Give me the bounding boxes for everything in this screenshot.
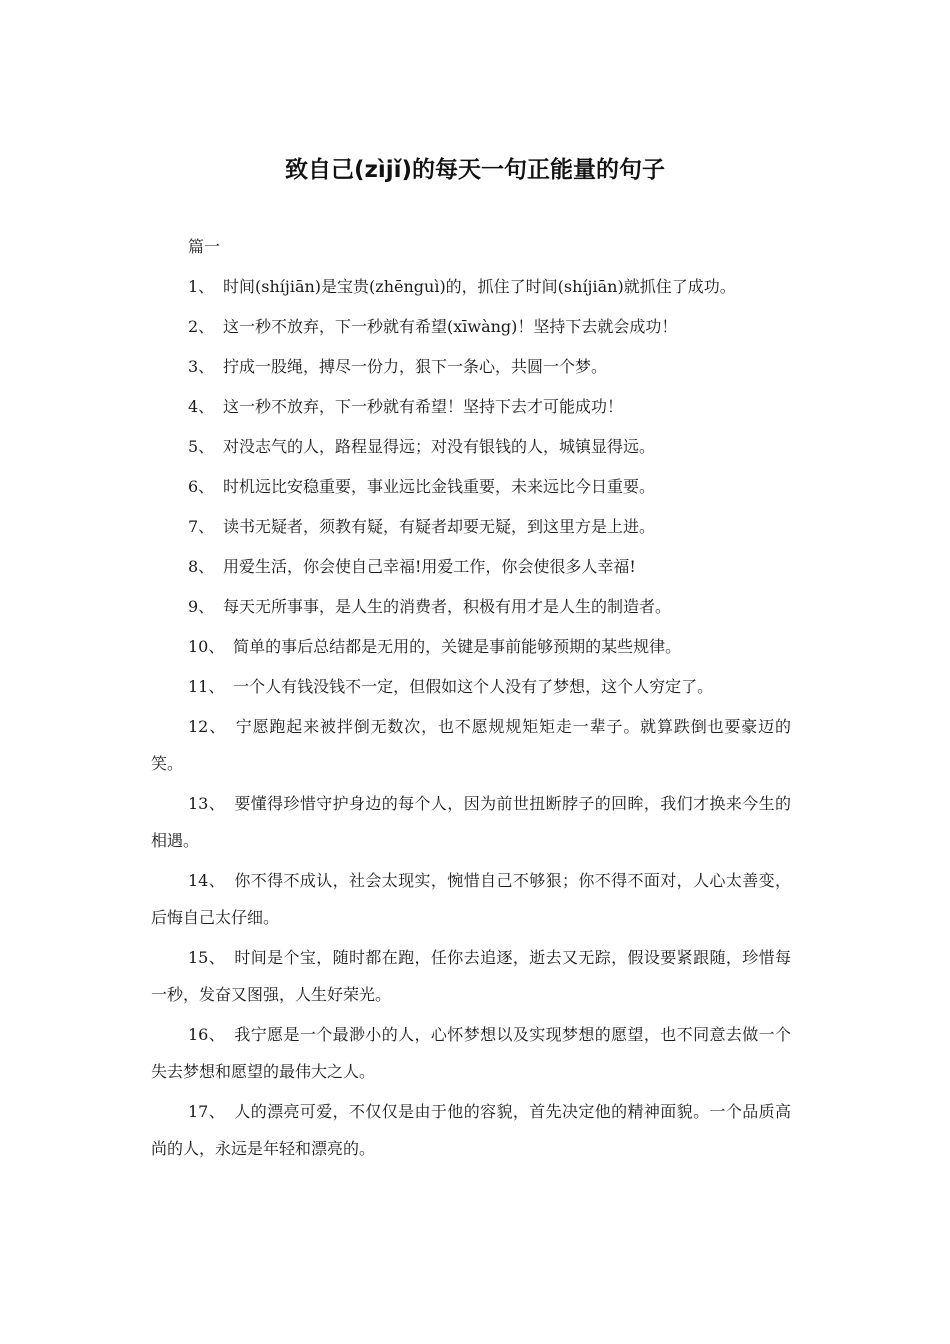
list-item (151, 508, 791, 545)
item-number: 13、 (188, 794, 226, 813)
item-number: 12、 (188, 717, 227, 736)
item-number: 15、 (188, 948, 226, 967)
list-item (151, 939, 791, 1013)
list-item (151, 348, 791, 385)
item-number: 4、 (188, 397, 215, 416)
item-text: 时间(shíjiān)是宝贵(zhēnguì)的，抓住了时间(shíjiān)就抓住了成功。 (222, 277, 736, 296)
list-item (151, 628, 791, 665)
item-number: 9、 (188, 597, 215, 616)
item-text: 时机远比安稳重要，事业远比金钱重要，未来远比今日重要。 (222, 477, 655, 496)
list-item (151, 388, 791, 425)
item-text: 这一秒不放弃，下一秒就有希望(xīwàng)！坚持下去就会成功！ (222, 317, 678, 336)
item-text: 要懂得珍惜守护身边的每个人，因为前世扭断脖子的回眸，我们才换来今生的相遇。 (151, 794, 791, 850)
item-number: 8、 (188, 557, 215, 576)
list-item (151, 668, 791, 705)
list-item (151, 785, 791, 859)
list-item (151, 1093, 791, 1167)
item-number: 5、 (188, 437, 215, 456)
item-text: 对没志气的人，路程显得远；对没有银钱的人，城镇显得远。 (222, 437, 655, 456)
item-number: 14、 (188, 871, 226, 890)
document-body (151, 228, 791, 1170)
list-item (151, 428, 791, 465)
item-text: 这一秒不放弃，下一秒就有希望！坚持下去才可能成功！ (222, 397, 623, 416)
section-heading: 篇一 (188, 237, 221, 256)
item-text: 宁愿跑起来被拌倒无数次，也不愿规规矩矩走一辈子。就算跌倒也要豪迈的笑。 (151, 717, 791, 773)
list-item (151, 548, 791, 585)
document-title: 致自己(zìjǐ)的每天一句正能量的句子 (284, 157, 666, 183)
list-item (151, 308, 791, 345)
item-number: 3、 (188, 357, 215, 376)
item-text: 简单的事后总结都是无用的，关键是事前能够预期的某些规律。 (233, 637, 682, 656)
item-text: 一个人有钱没钱不一定，但假如这个人没有了梦想，这个人穷定了。 (233, 677, 714, 696)
item-text: 拧成一股绳，搏尽一份力，狠下一条心，共圆一个梦。 (222, 357, 607, 376)
item-number: 10、 (188, 637, 225, 656)
item-text: 人的漂亮可爱，不仅仅是由于他的容貌，首先决定他的精神面貌。一个品质高尚的人，永远是年轻和漂亮的。 (151, 1102, 791, 1158)
item-number: 16、 (188, 1025, 226, 1044)
list-item (151, 1016, 791, 1090)
item-text: 我宁愿是一个最渺小的人，心怀梦想以及实现梦想的愿望，也不同意去做一个失去梦想和愿望的最伟大之人。 (151, 1025, 791, 1081)
item-number: 2、 (188, 317, 215, 336)
list-item (151, 862, 791, 936)
list-item (151, 268, 791, 305)
item-number: 1、 (188, 277, 215, 296)
item-text: 每天无所事事，是人生的消费者，积极有用才是人生的制造者。 (222, 597, 671, 616)
item-text: 读书无疑者，须教有疑，有疑者却要无疑，到这里方是上进。 (222, 517, 655, 536)
item-text: 你不得不成认，社会太现实，惋惜自己不够狠；你不得不面对，人心太善变，后悔自己太仔细。 (151, 871, 791, 927)
list-item (151, 468, 791, 505)
item-text: 用爱生活，你会使自己幸福!用爱工作，你会使很多人幸福! (222, 557, 636, 576)
item-number: 17、 (188, 1102, 226, 1121)
item-number: 11、 (188, 677, 225, 696)
item-number: 7、 (188, 517, 215, 536)
item-text: 时间是个宝，随时都在跑，任你去追逐，逝去又无踪，假设要紧跟随，珍惜每一秒，发奋又图强，人生好荣光。 (151, 948, 791, 1004)
item-number: 6、 (188, 477, 215, 496)
list-item (151, 588, 791, 625)
list-item (151, 708, 791, 782)
